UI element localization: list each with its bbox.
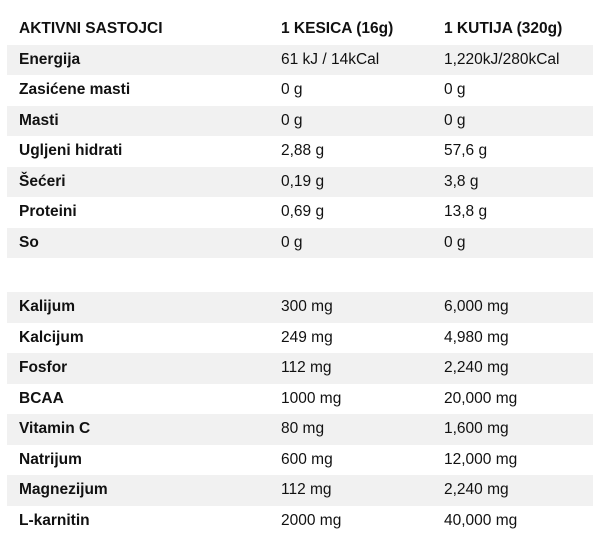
row-label: BCAA [19,389,64,407]
row-value-box: 3,8 g [444,172,479,190]
row-value-box: 0 g [444,81,466,99]
row-value-sachet: 600 mg [281,450,333,468]
table-row [7,353,593,384]
table-row [7,384,593,415]
row-value-sachet: 0,19 g [281,172,325,190]
row-value-sachet: 1000 mg [281,389,342,407]
row-label: Ugljeni hidrati [19,142,123,160]
row-value-box: 0 g [444,233,466,251]
row-value-box: 13,8 g [444,203,488,221]
row-label: Šećeri [19,172,66,190]
row-value-sachet: 0 g [281,111,303,129]
row-label: Energija [19,50,81,68]
nutrition-table [7,14,593,536]
row-label: Masti [19,111,59,129]
table-row [7,136,593,167]
row-value-box: 20,000 mg [444,389,518,407]
row-label: Natrijum [19,450,82,468]
row-label: Kalijum [19,298,75,316]
row-label: Vitamin C [19,420,91,438]
row-value-box: 40,000 mg [444,511,518,529]
table-row [7,75,593,106]
row-label: Fosfor [19,359,68,377]
row-value-box: 57,6 g [444,142,488,160]
row-value-box: 12,000 mg [444,450,518,468]
row-label: Zasićene masti [19,81,131,99]
row-value-box: 2,240 mg [444,481,509,499]
table-row [7,506,593,537]
row-value-sachet: 112 mg [281,481,332,499]
row-value-sachet: 112 mg [281,359,332,377]
table-row [7,197,593,228]
row-value-box: 1,220kJ/280kCal [444,50,560,68]
table-spacer-row [7,258,593,292]
row-label: So [19,233,39,251]
row-label: L-karnitin [19,511,90,529]
row-value-sachet: 300 mg [281,298,333,316]
table-row [7,414,593,445]
table-row [7,45,593,76]
row-value-box: 2,240 mg [444,359,509,377]
row-value-box: 0 g [444,111,466,129]
table-header-row [7,14,593,45]
row-value-sachet: 0 g [281,233,303,251]
row-value-sachet: 2,88 g [281,142,325,160]
row-value-sachet: 80 mg [281,420,325,438]
header-ingredient: AKTIVNI SASTOJCI [19,20,163,38]
table-row [7,292,593,323]
table-row [7,167,593,198]
header-per-box: 1 KUTIJA (320g) [444,20,563,38]
row-value-sachet: 249 mg [281,328,333,346]
row-label: Magnezijum [19,481,108,499]
row-value-box: 4,980 mg [444,328,509,346]
row-label: Proteini [19,203,77,221]
table-row [7,228,593,259]
row-value-sachet: 0,69 g [281,203,325,221]
table-row [7,445,593,476]
table-row [7,323,593,354]
row-value-sachet: 0 g [281,81,303,99]
table-row [7,475,593,506]
row-label: Kalcijum [19,328,84,346]
row-value-sachet: 2000 mg [281,511,342,529]
row-value-box: 6,000 mg [444,298,509,316]
row-value-box: 1,600 mg [444,420,509,438]
row-value-sachet: 61 kJ / 14kCal [281,50,380,68]
table-row [7,106,593,137]
header-per-sachet: 1 KESICA (16g) [281,20,394,38]
